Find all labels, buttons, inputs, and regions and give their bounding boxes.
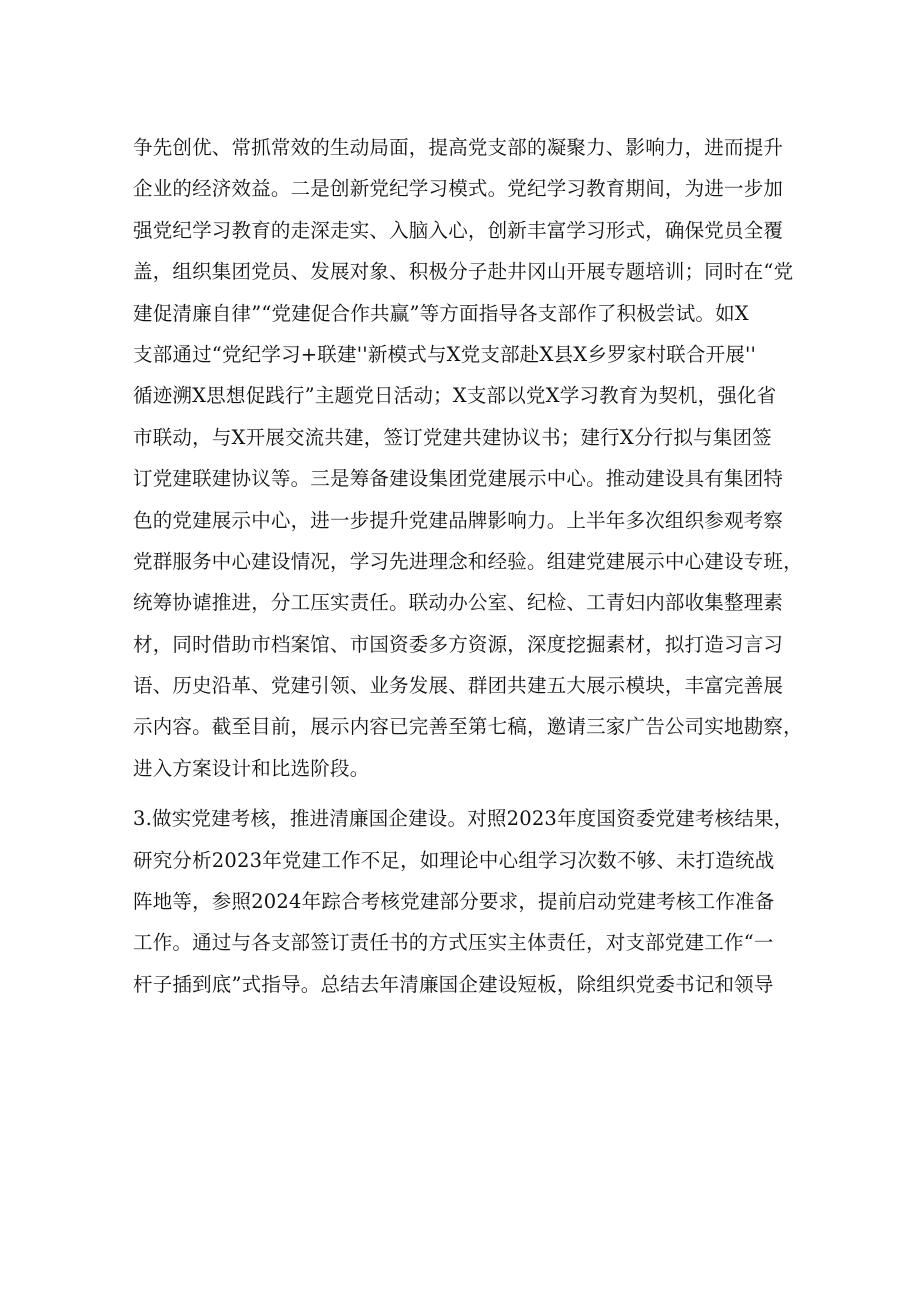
text-line: 党群服务中心建设情况，学习先进理念和经验。组建党建展示中心建设专班， [133, 549, 803, 573]
text-line: 杆子插到底”式指导。总结去年清廉国企建设短板，除组织党委书记和领导 [133, 972, 774, 996]
text-line: 进入方案设计和比选阶段。 [133, 756, 370, 780]
text-line: 阵地等，参照2024年踪合考核党建部分要求，提前启动党建考核工作准备 [133, 890, 775, 914]
text-line: 市联动，与X开展交流共建，签订党建共建协议书；建行X分行拟与集团签 [133, 425, 772, 449]
text-line: 材，同时借助市档案馆、市国资委多方资源，深度挖掘素材，拟打造习言习 [133, 632, 784, 656]
text-line: 企业的经济效益。二是创新党纪学习模式。党纪学习教育期间，为进一步加 [133, 177, 784, 201]
text-line: 循迹溯X思想促践行”主题党日活动；X支部以党X学习教育为契机，强化省 [133, 384, 777, 408]
text-line: 工作。通过与各支部签订责任书的方式压实主体责任，对支部党建工作“一 [133, 931, 774, 955]
text-line: 统筹协谑推进，分工压实责任。联动办公室、纪检、工青妇内部收集整理素 [133, 591, 784, 615]
section-heading-line: 3.做实党建考核，推进清廉国企建设。对照2023年度国资委党建考核结果， [133, 807, 794, 831]
text-line: 支部通过“党纪学习+联建''新模式与X党支部赴X县X乡罗家村联合开展'' [133, 342, 757, 366]
text-line: 订党建联建协议等。三是筹备建设集团党建展示中心。推动建设具有集团特 [133, 467, 784, 491]
text-line: 建促清廉自律”“党建促合作共赢”等方面指导各支部作了积极尝试。如X [133, 301, 749, 325]
text-line: 语、历史沿革、党建引领、业务发展、群团共建五大展示模块，丰富完善展 [133, 674, 784, 698]
text-line: 争先创优、常抓常效的生动局面，提高党支部的凝聚力、影响力，进而提升 [133, 136, 784, 159]
text-line: 示内容。截至目前，展示内容已完善至第七稿，邀请三家广告公司实地勘察， [133, 715, 803, 739]
text-line: 强党纪学习教育的走深走实、入脑入心，创新丰富学习形式，确保党员全覆 [133, 218, 784, 242]
text-line: 色的党建展示中心，进一步提升党建品牌影响力。上半年多次组织参观考察 [133, 508, 784, 532]
body-text [133, 127, 803, 1005]
text-line: 研究分析2023年党建工作不足，如理论中心组学习次数不够、未打造统战 [133, 848, 775, 872]
text-line: 盖，组织集团党员、发展对象、积极分子赴井冈山开展专题培训；同时在“党 [133, 260, 794, 284]
